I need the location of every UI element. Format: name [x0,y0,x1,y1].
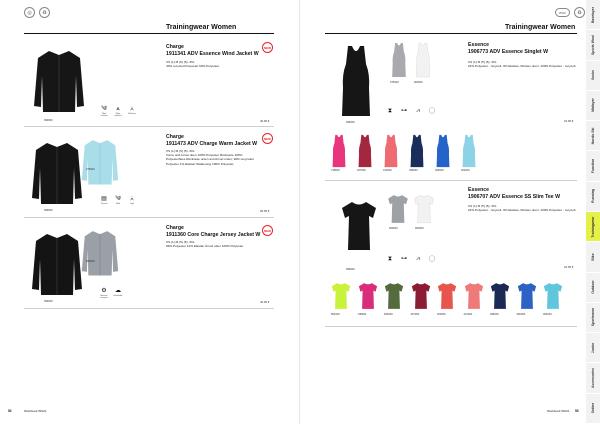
tab-label: Trainingwear [591,216,595,238]
product-image-variant [80,229,120,277]
color-variant [408,134,426,173]
care-item [114,106,122,117]
color-variant [356,134,374,173]
color-code: 467000 [410,313,420,316]
care-label: Thermal [100,203,108,205]
color-code: 304000 [461,169,470,172]
color-code: 366000 [516,313,526,316]
thermal-icon: ▤ [101,196,107,202]
color-code: 664000 [384,313,393,316]
product-subtitle: 1911473 ADV Charge Warm Jacket W [166,140,258,147]
new-badge: NEW [262,42,273,53]
tab-baselayer[interactable] [586,0,600,30]
product-title [468,187,560,200]
care-item [414,108,422,114]
price: 49.95 € [260,300,270,304]
care-item [128,196,136,205]
catalog-name: Workbook WN21 [24,409,47,413]
care-item [100,106,108,117]
color-variant [436,282,458,315]
stretch-icon: ⩘ [416,256,420,262]
color-variant-image [542,282,564,310]
sizes: XS (1) M (5) (5) .3XL [468,204,497,208]
material: 91% Polyester - recycelt, 9% Elastan, Rücken oben: 100% Polyester - recycelt [468,64,576,69]
tab-label: Function [591,158,595,174]
recycle-icon: ♻ [574,7,585,18]
color-variant-image [330,134,348,168]
care-item [428,108,436,114]
care-item [414,256,422,262]
tab-label: Midlayer [591,98,595,113]
right-header-icons [555,7,585,18]
tab-running[interactable] [586,182,600,212]
color-variant-image [436,282,458,310]
price: 24.95 € [564,119,574,123]
product-specs [166,240,261,248]
color-variant-image [330,282,352,310]
product-image-variant [412,194,436,224]
color-variant-image [357,282,379,310]
product-image-variant [388,42,410,78]
category-tabs [586,0,600,424]
care-label: Wind resistant [100,113,108,117]
right-page [300,0,600,424]
color-code: 413000 [383,169,392,172]
tab-label: Accessories [591,368,595,389]
card-divider [325,180,577,181]
color-code: 738000 [357,313,367,316]
color-variant [357,282,379,315]
product-specs [468,204,578,212]
tab-nordic-ski[interactable] [586,121,600,151]
color-variant [463,282,485,315]
color-variant-image [410,282,432,310]
care-item [114,196,122,205]
color-variant [434,134,452,173]
care-icons [386,108,436,114]
care-item [428,256,436,262]
feather-icon: ⩑ [130,196,134,202]
tab-midlayer[interactable] [586,91,600,121]
care-item [128,106,136,117]
color-variant-image [356,134,374,168]
color-variant-image [383,282,405,310]
tab-function[interactable] [586,151,600,181]
care-icons [386,256,436,262]
product-title [166,44,259,57]
product-name: Charge [166,44,184,50]
stretch-icon: ⩘ [416,108,420,114]
variant-caption: 975000 [390,81,399,84]
product-title [468,42,548,55]
product-subtitle: 1906773 ADV Essence Singlet W [468,48,548,55]
care-label: Wind [115,203,121,205]
color-variant [410,282,432,315]
care-icons [100,196,136,205]
tab-outdoor[interactable] [586,273,600,303]
color-code: 851000 [331,313,340,316]
card-divider [24,217,274,218]
card-divider [325,326,577,327]
product-name: Essence [468,187,490,193]
color-variant-image [434,134,452,168]
card-divider [24,308,274,309]
sizes: XS (1) M (5) (5) .3XL [468,60,497,64]
tab-online[interactable] [586,394,600,424]
care-label: Water repellent [114,113,122,117]
product-subtitle: 1906707 ADV Essence SS Slim Tee W [468,193,560,200]
product-image-variant [412,42,434,78]
product-specs [166,149,261,166]
care-label: Moisture transport [100,295,108,299]
product-caption: 999000 [346,121,355,124]
tab-label: Sportswear [591,308,595,327]
product-specs [468,60,578,68]
care-label: Reflective [128,113,136,115]
wind-icon: ༄ [115,196,121,202]
product-subtitle: 1911341 ADV Essence Wind Jacket W [166,50,259,57]
product-image-jacket [30,231,84,297]
card-divider [24,126,274,127]
title-rule [24,33,274,34]
care-icons [100,288,122,299]
tab-junior[interactable] [586,333,600,363]
tab-label: Junior [591,342,595,353]
variant-caption: 900000 [414,81,423,84]
product-subtitle: 1911360 Core Charge Jersey Jacket W [166,231,261,238]
tab-label: Baselayer [591,6,595,23]
cloud-icon: ☁ [115,288,121,294]
tab-label: Bike [591,253,595,261]
new-badge: NEW [262,225,273,236]
wind-icon: ༄ [101,106,107,112]
page-title: Trainingwear Women [166,24,237,31]
eco-icon: ◎ [24,7,35,18]
care-item [400,108,408,114]
variant-caption: 950000 [389,227,398,230]
product-caption: 999000 [346,268,355,271]
lightweight-icon: ⊶ [401,108,407,114]
price: 69.95 € [260,209,270,213]
tab-label: Online [591,403,595,414]
care-item [100,196,108,205]
sizes: XS (1) M (5) (5) .3XL [166,240,195,244]
product-image-jacket [30,140,84,206]
reflective-icon: ⩑ [130,106,134,112]
new-badge: NEW [262,133,273,144]
eco-label-icon: eco [555,8,570,17]
tab-trainingwear[interactable] [586,212,600,242]
page-title: Trainingwear Women [505,24,576,31]
color-variant [330,134,348,173]
product-name: Charge [166,225,184,231]
care-item [400,256,408,262]
tab-bike[interactable] [586,242,600,272]
sizes: XS (1) M (5) (5) .3XL [166,60,195,64]
product-specs [166,60,261,68]
care-item [386,256,394,262]
recycle-icon: ♻ [39,7,50,18]
product-name: Charge [166,134,184,140]
color-variant [382,134,400,173]
material: 91% Polyester - recycelt, 9% Elastan, Rücken oben: 100% Polyester - recycelt [468,208,576,213]
tab-sportswear[interactable] [586,303,600,333]
moisture-icon: ⚙ [101,288,107,294]
sizes: XS (1) M (5) (5) .3XL [166,149,195,153]
color-variant-image [408,134,426,168]
care-item [114,288,122,299]
care-item [100,288,108,299]
care-label: Light [130,203,134,205]
color-variant-image [463,282,485,310]
product-caption: 375000 [86,168,95,171]
color-variant [516,282,538,315]
tab-socks[interactable] [586,61,600,91]
eco-circle-icon: ◯ [428,256,436,262]
product-caption: 999000 [44,300,53,303]
title-rule [325,33,577,34]
product-title [166,225,260,238]
color-variant [330,282,352,315]
care-label: Breathable [113,295,123,297]
tab-label: Running [591,189,595,204]
moisture-icon: ⧗ [387,108,393,114]
color-variant [383,282,405,315]
material: Vorne and Armel oben 100% Polyester Rückseite 100% Polyesterflees Rückseite unten and Armel unten: 99% recycelter Polyester 1% Elastan Wattierung 100% Polyester [166,153,255,166]
tab-label: Nordic Ski [591,127,595,145]
product-title [166,134,257,147]
tab-label: Outdoor [591,280,595,294]
color-code: 304000 [543,313,552,316]
price: 49.95 € [260,119,270,123]
water-icon: ⩓ [116,106,120,112]
left-header-icons [24,7,50,18]
color-variant-image [382,134,400,168]
care-icons [100,106,136,117]
product-image-singlet [340,44,372,118]
color-variant [460,134,478,173]
tab-label: Sports Wool [591,34,595,55]
product-image-variant [80,138,120,186]
product-caption: 956000 [86,260,95,263]
lightweight-icon: ⊶ [401,256,407,262]
color-code: 396000 [490,313,499,316]
tab-accessories[interactable] [586,363,600,393]
tab-label: Socks [591,70,595,81]
color-code: 366000 [435,169,444,172]
color-code: 738000 [331,169,340,172]
color-code: 413000 [463,313,473,316]
product-image-variant [386,194,410,224]
variant-caption: 900000 [415,227,424,230]
color-code: 403000 [437,313,446,316]
color-code: 396000 [409,169,418,172]
material: 40% recycled Polyester 60% Polyester [166,64,220,69]
color-variant-image [516,282,538,310]
material: 86% Polyester 14% Elastan Ärmel oben 100% Polyester [166,244,244,249]
catalog-name: Workbook WN21 [547,409,570,413]
eco-circle-icon: ◯ [428,108,436,114]
care-item [386,108,394,114]
page-number: 52 [8,409,12,413]
moisture-icon: ⧗ [387,256,393,262]
product-image-jacket [32,48,86,114]
product-caption: 999000 [44,119,53,122]
color-variant [489,282,511,315]
product-image-tee [340,200,378,252]
color-variant [542,282,564,315]
color-code: 467000 [357,169,366,172]
color-variant-image [460,134,478,168]
page-number: 53 [575,409,579,413]
tab-sports-wool[interactable] [586,30,600,60]
product-name: Essence [468,42,490,48]
price: 24.95 € [564,265,574,269]
product-caption: 999000 [44,209,53,212]
color-variant-image [489,282,511,310]
